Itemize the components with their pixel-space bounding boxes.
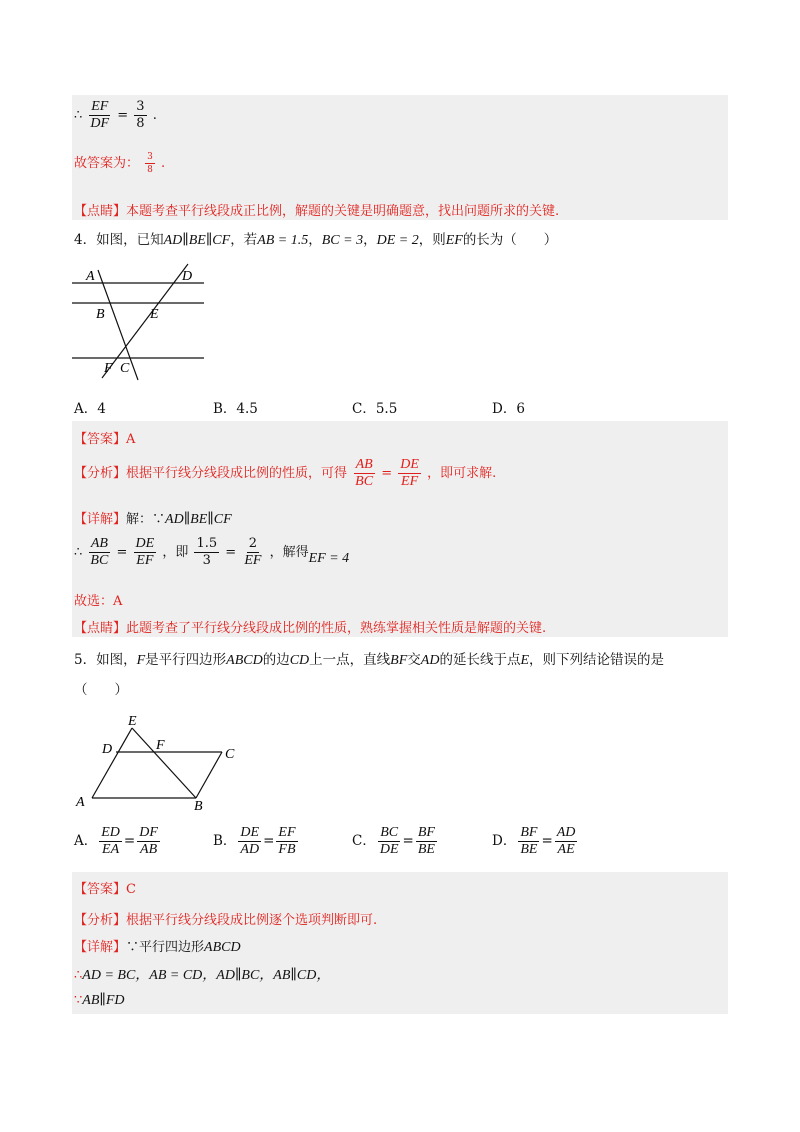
label-c: C [120,361,130,376]
label-a: A [86,269,95,284]
prev-answer-line: 故答案为： $\frac{3}{8}$ . [74,152,166,175]
q5-option-d: D． $\frac{BF}{BE}$ = $\frac{AD}{AE}$ [492,825,576,857]
q5-detail: 【详解】∵平行四边形ABCD [74,940,241,955]
q4-analysis: 【分析】根据平行线分线段成比例的性质，可得 $\frac{AB}{BC}$ = $\frac{DE}{EF}$ ，即可求解. [74,457,497,489]
analysis-fraction-de-ef: $\frac{DE}{EF}$ [400,457,419,489]
therefore-symbol: ∴ [74,108,83,123]
q4-step: ∴ $\frac{AB}{BC}$ = $\frac{DE}{EF}$ ，即 $\frac{1.5}{3}$ = $\frac{2}{EF}$ ，解得EF = 4 [74,536,350,568]
label-e: E [128,714,137,729]
q5-option-c: C． $\frac{BC}{DE}$ = $\frac{BF}{BE}$ [352,825,435,857]
q5-option-b: B． $\frac{DE}{AD}$ = $\frac{EF}{FB}$ [213,825,296,857]
q4-option-d: D．6 [492,401,525,417]
q4-figure [70,260,210,390]
q5-paren: （ ） [74,682,128,698]
label-e: E [150,307,159,322]
q4-comment: 【点睛】此题考查了平行线分线段成比例的性质，熟练掌握相关性质是解题的关键. [74,621,547,636]
label-f: F [104,361,113,376]
q4-option-b: B．4.5 [213,401,258,417]
fraction-ef-df: $\frac{EF}{DF}$ [90,99,110,131]
q5-figure [72,712,252,812]
q4-option-a: A．4 [74,401,106,417]
q5-option-a: A． $\frac{ED}{EA}$ = $\frac{DF}{AB}$ [74,825,158,857]
label-b: B [96,307,105,322]
prev-comment-line: 【点睛】本题考查平行线段成正比例，解题的关键是明确题意，找出问题所求的关键. [74,204,560,219]
q4-answer: 【答案】A [74,432,136,447]
q4-option-c: C．5.5 [352,401,398,417]
q4-stem: 4．如图，已知AD∥BE∥CF，若AB = 1.5，BC = 3，DE = 2，则EF的长为（ ） [74,232,558,248]
q4-choose: 故选：A [74,594,123,609]
q5-step1: ∴AD = BC，AB = CD，AD∥BC，AB∥CD， [74,968,331,983]
q5-step2: ∵AB∥FD [74,993,125,1008]
label-d: D [102,742,113,757]
analysis-fraction-ab-bc: $\frac{AB}{BC}$ [355,457,374,489]
q5-answer: 【答案】C [74,882,136,897]
label-b: B [194,799,203,812]
prev-ratio-line: ∴ $\frac{EF}{DF}$ = $\frac{3}{8}$ . [74,99,157,131]
fraction-3-8: $\frac{3}{8}$ [136,99,145,131]
label-c: C [225,747,235,762]
label-a: A [76,795,85,810]
q4-detail: 【详解】解：∵AD∥BE∥CF [74,512,232,527]
label-f: F [156,738,165,753]
q5-stem: 5．如图，F是平行四边形ABCD的边CD上一点，直线BF交AD的延长线于点E，则下列结论错误的是 [74,652,665,668]
label-d: D [182,269,193,284]
q5-analysis: 【分析】根据平行线分线段成比例逐个选项判断即可. [74,913,378,928]
answer-fraction: $\frac{3}{8}$ [147,152,153,175]
q4-solution-box [72,421,728,637]
